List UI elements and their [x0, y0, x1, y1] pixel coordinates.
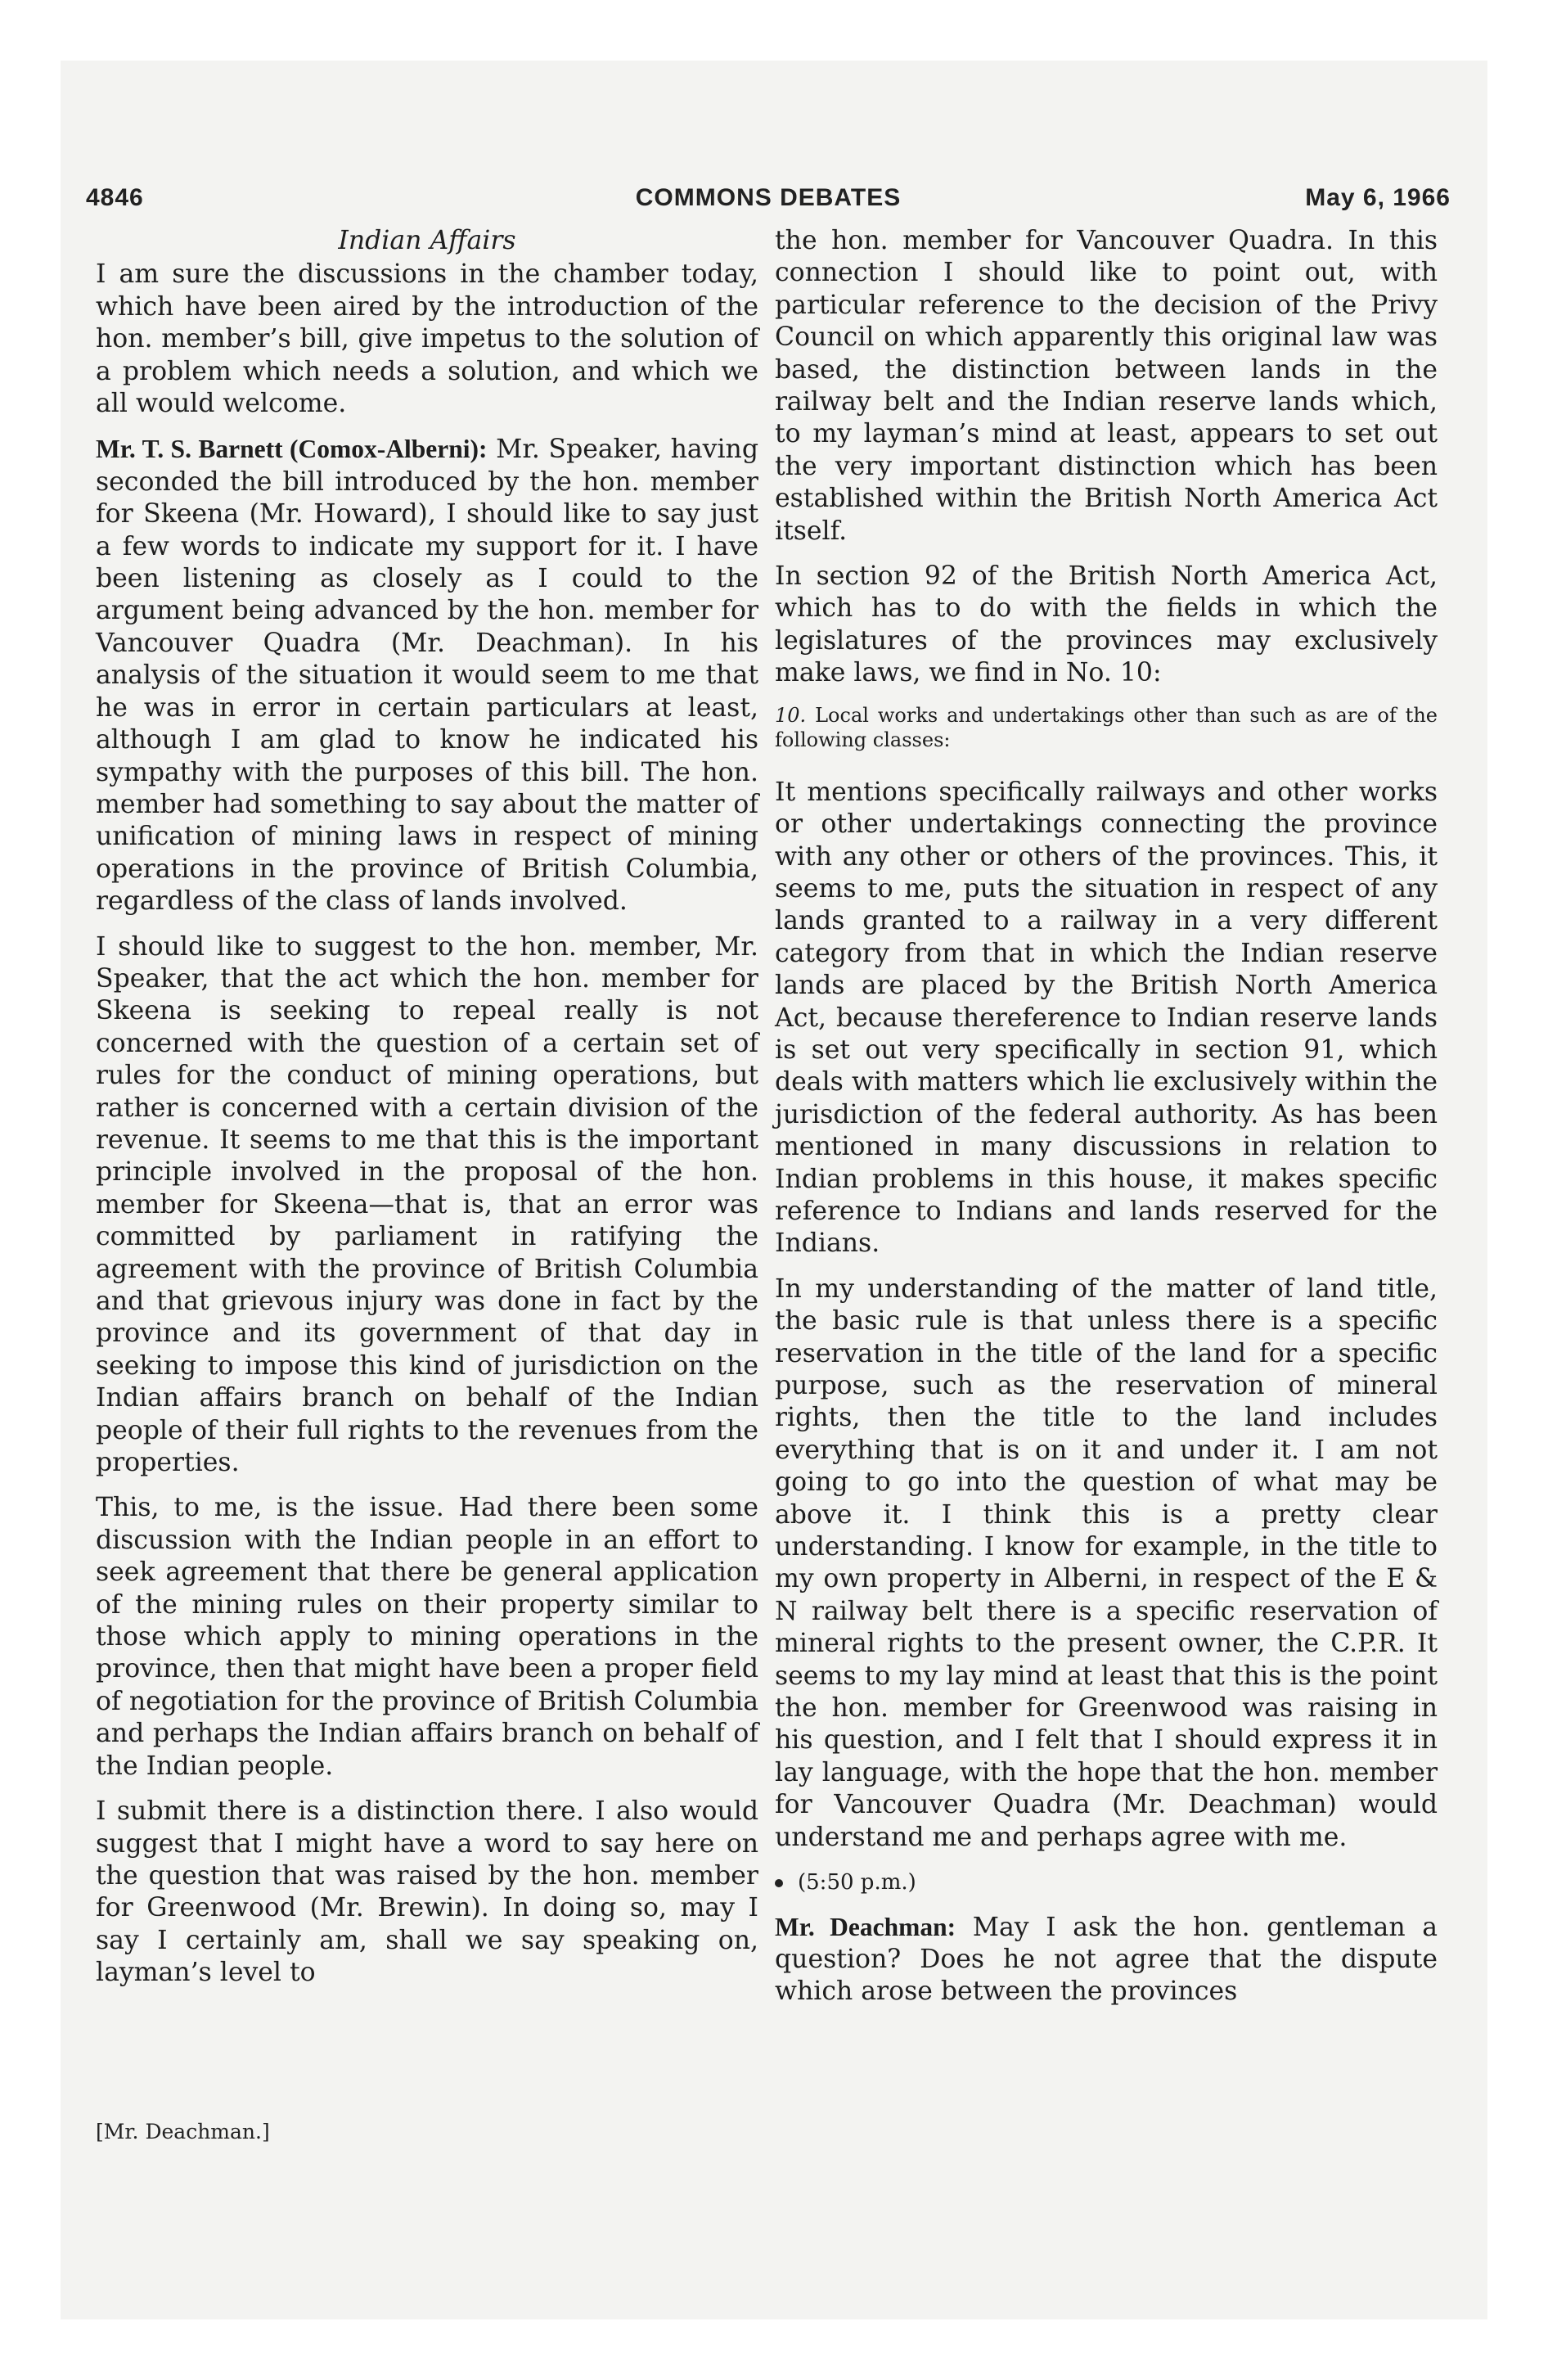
quote-text: Local works and undertakings other than such as are of the following classes: — [775, 703, 1438, 751]
paragraph: I should like to suggest to the hon. member, Mr. Speaker, that the act which the hon. member for Skeena is seeking to repeal really is not concerned with the question of a certain set of rules for the conduct of mining operations, but rather is concerned with a certain division of the revenue. It seems to me that this is the important principle involved in the proposal of the hon. member for Skeena—that is, that an error was committed by parliament in ratifying the agreement with the province of British Columbia and that grievous injury was done in fact by the province and its government of that day in seeking to impose this kind of jurisdiction on the Indian affairs branch on behalf of the Indian people of their full rights to the revenues from the properties. — [96, 931, 758, 1478]
paragraph — [775, 1911, 1438, 2008]
paragraph-text: Mr. Speaker, having seconded the bill introduced by the hon. member for Skeena (Mr. Howard), I should like to say just a few words to indicate my support for it. I have been listening as closely as I could to the argument being advanced by the hon. member for Vancouver Quadra (Mr. Deachman). In his analysis of the situation it would seem to me that he was in error in certain particulars at least, although I am glad to know he indicated his sympathy with the purposes of this bill. The hon. member had something to say about the matter of unification of mining laws in respect of mining operations in the province of British Columbia, regardless of the class of lands involved. — [96, 435, 758, 917]
paragraph-text: May I ask the hon. gentleman a question? Does he not agree that the dispute which arose between the provinces — [775, 1912, 1438, 2007]
block-quote — [775, 703, 1438, 752]
section-subheading: Indian Affairs — [338, 226, 516, 255]
timestamp — [775, 1867, 1438, 1899]
footnote: [Mr. Deachman.] — [96, 2120, 270, 2143]
publication-title: COMMONS DEBATES — [635, 184, 902, 211]
paragraph: In my understanding of the matter of land title, the basic rule is that unless there is a specific reservation in the title of the land for a specific purpose, such as the reservation of mineral rights, then the title to the land includes everything that is on it and under it. I am not going to go into the question of what may be above it. I think this is a pretty clear understanding. I know for example, in the title to my own property in Alberni, in respect of the E & N railway belt there is a specific reservation of mineral rights to the present owner, the C.P.R. It seems to my lay mind at least that this is the point the hon. member for Greenwood was raising in his question, and I felt that I should express it in lay language, with the hope that the hon. member for Vancouver Quadra (Mr. Deachman) would understand me and perhaps agree with me. — [775, 1273, 1438, 1852]
speaker-name: Mr. Deachman: — [775, 1912, 956, 1941]
speaker-name: Mr. T. S. Barnett (Comox-Alberni): — [96, 435, 488, 464]
paragraph: This, to me, is the issue. Had there been some discussion with the Indian people in an effort to seek agreement that there be general application of the mining rules on their property similar to those which apply to mining operations in the province, then that might have been a proper field of negotiation for the province of British Columbia and perhaps the Indian affairs branch on behalf of the Indian people. — [96, 1493, 758, 1781]
paragraph: I submit there is a distinction there. I also would suggest that I might have a word to say here on the question that was raised by the hon. member for Greenwood (Mr. Brewin). In doing so, may I say I certainly am, shall we say speaking on, layman’s level to — [96, 1796, 758, 1988]
right-column — [775, 225, 1438, 2022]
paragraph: It mentions specifically railways and other works or other undertakings connecting the province with any other or others of the provinces. This, it seems to me, puts the situation in respect of any lands granted to a railway in a very different category from that in which the Indian reserve lands are placed by the British North America Act, because thereference to Indian reserve lands is set out very specifically in section 91, which deals with matters which lie exclusively within the jurisdiction of the federal authority. As has been mentioned in many discussions in relation to Indian problems in this house, it makes specific reference to Indians and lands reserved for the Indians. — [775, 777, 1438, 1259]
timestamp-text: (5:50 p.m.) — [798, 1870, 916, 1895]
page-header — [86, 184, 1451, 222]
paragraph: In section 92 of the British North America Act, which has to do with the fields in which the legislatures of the provinces may exclusively make laws, we find in No. 10: — [775, 561, 1438, 688]
quote-number: 10. — [775, 703, 807, 727]
bullet-icon — [775, 1879, 783, 1887]
left-column — [96, 225, 758, 2003]
page-number: 4846 — [86, 184, 144, 211]
publication-date: May 6, 1966 — [1305, 184, 1451, 211]
paragraph — [96, 433, 758, 917]
paragraph: I am sure the discussions in the chamber today, which have been aired by the introduction of the hon. member’s bill, give impetus to the solution of a problem which needs a solution, and which we all would welcome. — [96, 259, 758, 419]
paragraph: the hon. member for Vancouver Quadra. In this connection I should like to point out, with particular reference to the decision of the Privy Council on which apparently this original law was based, the distinction between lands in the railway belt and the Indian reserve lands which, to my layman’s mind at least, appears to set out the very important distinction which has been established within the British North America Act itself. — [775, 226, 1438, 546]
